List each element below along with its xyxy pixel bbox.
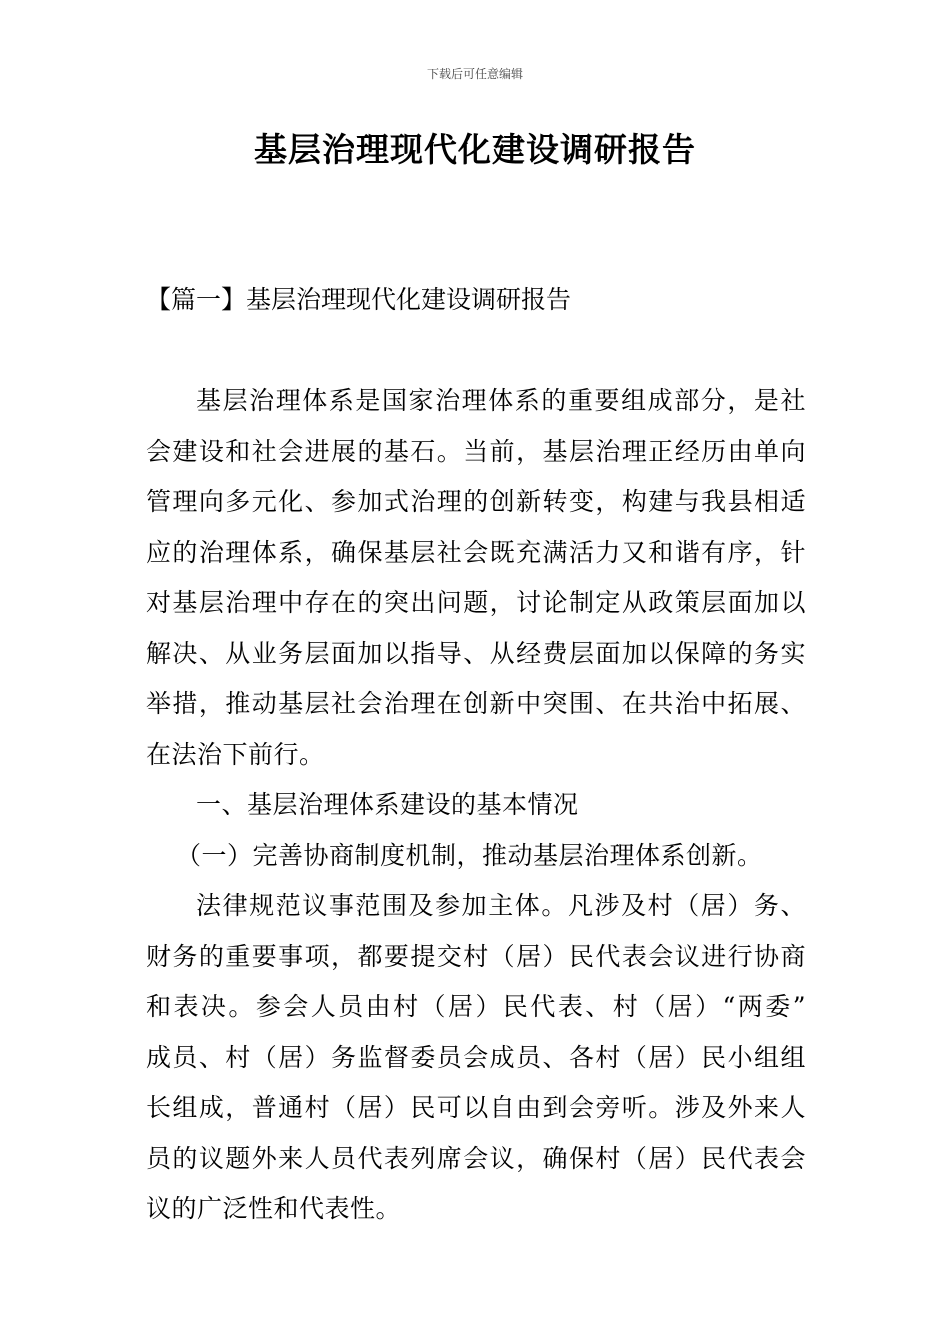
paragraph-line: 法律规范议事范围及参加主体。凡涉及村（居）务、	[196, 891, 806, 920]
paragraph-line: 在法治下前行。	[146, 739, 325, 769]
section-heading: 【篇一】基层治理现代化建设调研报告	[146, 285, 572, 314]
paragraph-line: 长组成，普通村（居）民可以自由到会旁听。涉及外来人	[146, 1093, 806, 1122]
paragraph-line: 和表决。参会人员由村（居）民代表、村（居）“两委”	[146, 992, 806, 1021]
paragraph-line: 对基层治理中存在的突出问题，讨论制定从政策层面加以	[146, 588, 806, 617]
header-note: 下载后可任意编辑	[426, 67, 523, 81]
paragraph-line: 会建设和社会进展的基石。当前，基层治理正经历由单向	[146, 436, 806, 466]
paragraph-line: 解决、从业务层面加以指导、从经费层面加以保障的务实	[146, 638, 806, 668]
paragraph-line: 基层治理体系是国家治理体系的重要组成部分，是社	[196, 386, 806, 415]
paragraph-line: 成员、村（居）务监督委员会成员、各村（居）民小组组	[146, 1042, 806, 1072]
body-text	[146, 376, 806, 1235]
paragraph-line: 管理向多元化、参加式治理的创新转变，构建与我县相适	[146, 487, 806, 516]
subsection-heading: （一）完善协商制度机制，推动基层治理体系创新。	[176, 840, 763, 870]
paragraph-line: 议的广泛性和代表性。	[146, 1194, 402, 1223]
document-title: 基层治理现代化建设调研报告	[254, 130, 696, 169]
paragraph-line: 员的议题外来人员代表列席会议，确保村（居）民代表会	[146, 1143, 806, 1173]
paragraph-line: 财务的重要事项，都要提交村（居）民代表会议进行协商	[146, 941, 806, 971]
subsection-heading: 一、基层治理体系建设的基本情况	[196, 790, 579, 819]
paragraph-line: 应的治理体系，确保基层社会既充满活力又和谐有序，针	[146, 537, 806, 567]
paragraph-line: 举措，推动基层社会治理在创新中突围、在共治中拓展、	[146, 689, 806, 718]
